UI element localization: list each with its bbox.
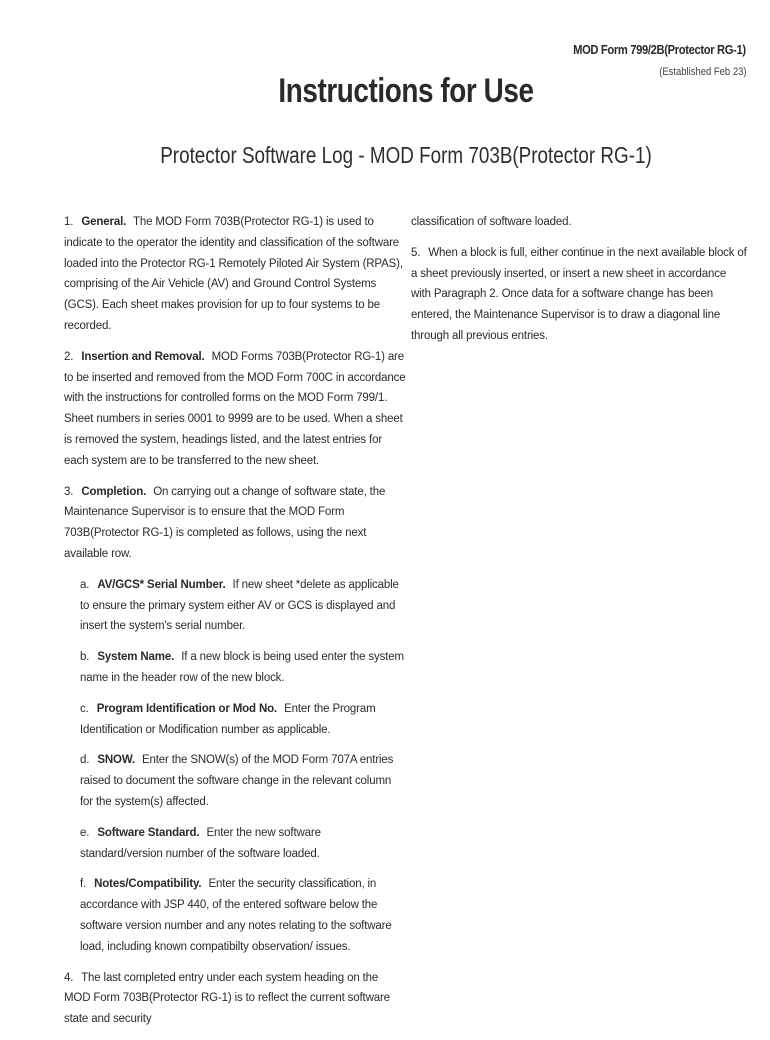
paragraph-3-completion (64, 482, 406, 565)
established-date: (Established Feb 23) (658, 66, 746, 78)
paragraph-text: The MOD Form 703B(Protector RG-1) is used to indicate to the operator the identity and classification of the software loaded into the Protector RG-1 Remotely Piloted Air System (RPAS), comprising of the Air Vehicle (AV) and Ground Control Systems (GCS). Each sheet makes provision for up to four systems to be recorded. (64, 216, 403, 332)
subparagraph-heading: Software Standard. (97, 826, 200, 839)
left-column (64, 212, 406, 1040)
subparagraph-letter: f. (80, 878, 87, 891)
paragraph-5-block-full (411, 243, 749, 347)
subparagraph-3d-snow (80, 750, 406, 812)
page-subtitle: Protector Software Log - MOD Form 703B(Protector RG-1) (160, 142, 652, 168)
subparagraph-heading: Program Identification or Mod No. (96, 702, 278, 715)
paragraph-heading: Insertion and Removal. (81, 350, 205, 363)
subparagraph-letter: c. (80, 702, 89, 715)
paragraph-text: On carrying out a change of software state, the Maintenance Supervisor is to ensure that the MOD Form 703B(Protector RG-1) is completed as follows, using the next available row. (64, 485, 386, 560)
paragraph-4-last-entry (64, 968, 406, 1030)
subparagraph-letter: b. (80, 651, 90, 664)
subparagraph-heading: AV/GCS* Serial Number. (97, 578, 226, 591)
paragraph-text: When a block is full, either continue in the next available block of a sheet previously inserted, or insert a new sheet in accordance with Paragraph 2. Once data for a software change has been entered, the Maintenance Supervisor is to draw a diagonal line through all previous entries. (411, 246, 747, 342)
subparagraph-letter: a. (80, 578, 90, 591)
subparagraph-heading: SNOW. (97, 754, 135, 767)
form-reference: MOD Form 799/2B(Protector RG-1) (573, 42, 746, 57)
paragraph-heading: Completion. (81, 485, 147, 498)
subparagraph-3c-program-id (80, 699, 406, 741)
subparagraph-text: If a new block is being used enter the system name in the header row of the new block. (80, 651, 404, 684)
subparagraph-letter: d. (80, 754, 90, 767)
paragraph-text: MOD Forms 703B(Protector RG-1) are to be inserted and removed from the MOD Form 700C in accordance with the instructions for controlled forms on the MOD Form 799/1. Sheet numbers in series 0001 to 9999 are to be used. When a sheet is removed the system, headings listed, and the latest entries for each system are to be transferred to the new sheet. (64, 350, 406, 467)
paragraph-number: 3. (64, 485, 74, 498)
paragraph-2-insertion-removal (64, 347, 406, 472)
subparagraph-text: Enter the security classification, in accordance with JSP 440, of the entered software below the software version number and any notes relating to the software load, including known compatibilty observation/ issues. (80, 878, 392, 953)
paragraph-text: The last completed entry under each system heading on the MOD Form 703B(Protector RG-1) is to reflect the current software state and security (64, 971, 390, 1026)
paragraph-number: 4. (64, 971, 74, 984)
subparagraph-text: Enter the Program Identification or Modification number as applicable. (80, 702, 376, 736)
subparagraph-3b-system-name (80, 647, 406, 689)
paragraph-4-continued (411, 212, 749, 233)
paragraph-number: 5. (411, 246, 421, 259)
subparagraph-text: Enter the SNOW(s) of the MOD Form 707A entries raised to document the software change in the relevant column for the system(s) affected. (80, 754, 394, 808)
page-title: Instructions for Use (278, 72, 534, 110)
right-column (411, 212, 749, 357)
paragraph-text: classification of software loaded. (411, 216, 572, 228)
subparagraph-letter: e. (80, 826, 90, 839)
subparagraph-3e-software-standard (80, 823, 406, 865)
paragraph-1-general (64, 212, 406, 337)
subparagraph-heading: System Name. (97, 651, 175, 664)
subparagraph-text: Enter the new software standard/version number of the software loaded. (80, 826, 321, 860)
subparagraph-text: If new sheet *delete as applicable to ensure the primary system either AV or GCS is displayed and insert the system's serial number. (80, 578, 399, 633)
paragraph-heading: General. (81, 216, 127, 228)
subparagraph-heading: Notes/Compatibility. (94, 878, 202, 891)
paragraph-number: 1. (64, 216, 74, 228)
subparagraph-3f-notes-compatibility (80, 874, 406, 957)
subparagraph-3a-serial-number (80, 575, 406, 637)
paragraph-number: 2. (64, 350, 74, 363)
